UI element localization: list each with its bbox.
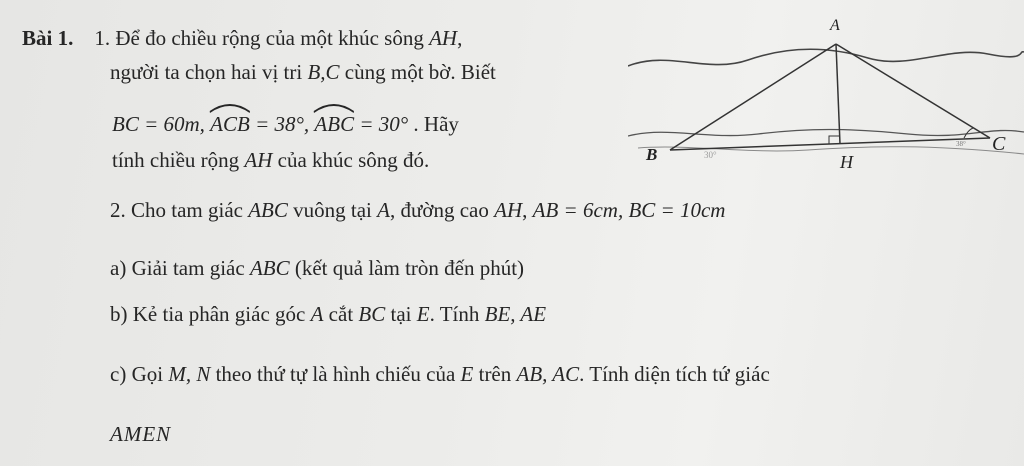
- part2-b-text3: tại: [390, 302, 412, 326]
- arc-icon: [209, 101, 251, 113]
- math-ah: AH: [494, 198, 523, 222]
- part2-c-text4: . Tính diện tích tứ giác: [579, 362, 770, 386]
- arc-icon: [313, 101, 355, 113]
- part1-line1-text: Để đo chiều rộng của một khúc sông: [115, 26, 424, 50]
- angle-b-label: 30°: [704, 150, 717, 160]
- part1-line4: [112, 150, 429, 171]
- part2-a: [110, 258, 524, 279]
- angle-abc: [314, 114, 354, 135]
- label-c: C: [992, 133, 1006, 155]
- comma: ,: [522, 198, 528, 222]
- label-b: B: [646, 145, 658, 164]
- part1-line3: [112, 114, 459, 135]
- part2-intro: 2. Cho tam giác: [110, 198, 243, 222]
- angle-acb-value: = 38°,: [255, 112, 310, 136]
- part2-text2: , đường cao: [389, 198, 489, 222]
- comma: ,: [457, 26, 463, 50]
- part2-c-text: c) Gọi: [110, 362, 164, 386]
- part2-line1: [110, 200, 725, 221]
- right-angle-mark: [829, 136, 839, 144]
- part2-a-note: (kết quả làm tròn đến phút): [294, 256, 525, 280]
- segment-ac: [836, 44, 990, 138]
- exercise-number: Bài 1.: [22, 26, 74, 50]
- math-mn: M, N: [168, 362, 211, 386]
- angle-abc-value: = 30°: [359, 112, 409, 136]
- angle-acb: [210, 114, 250, 135]
- math-ah: AH: [429, 26, 458, 50]
- math-abc: ABC: [249, 256, 290, 280]
- part2-b-text4: . Tính: [429, 302, 480, 326]
- river-diagram: [628, 8, 1024, 188]
- part2-a-text: a) Giải tam giác: [110, 256, 245, 280]
- math-bc: BC: [358, 302, 386, 326]
- angle-abc-label: ABC: [314, 112, 355, 136]
- river-figure: [628, 8, 1024, 188]
- part1-line2: [110, 62, 496, 83]
- part1-line2-end: cùng một bờ. Biết: [344, 60, 496, 84]
- part2-c-text3: trên: [478, 362, 512, 386]
- math-abc: ABC: [248, 198, 288, 222]
- part2-b-text: b) Kẻ tia phân giác góc: [110, 302, 306, 326]
- exercise-header: [22, 28, 462, 49]
- angle-acb-label: ACB: [210, 112, 250, 136]
- math-be-ae: BE, AE: [484, 302, 547, 326]
- math-e: E: [416, 302, 430, 326]
- river-near-bank: [628, 130, 1024, 137]
- label-a: A: [830, 17, 840, 34]
- part1-line3-end: . Hãy: [413, 112, 459, 136]
- river-far-bank: [628, 49, 1024, 66]
- label-h: H: [840, 152, 853, 172]
- part2-c: [110, 364, 770, 385]
- part2-text: vuông tại: [293, 198, 372, 222]
- math-a: A: [377, 198, 390, 222]
- math-amen: AMEN: [110, 422, 172, 446]
- part1-number: 1.: [94, 26, 111, 50]
- angle-c-label: 38°: [956, 140, 966, 148]
- math-a: A: [310, 302, 324, 326]
- math-bc: B,C: [307, 60, 340, 84]
- math-bc-length: BC = 60m,: [112, 112, 205, 136]
- part1-line2-text: người ta chọn hai vị tri: [110, 60, 303, 84]
- part1-line4-end: của khúc sông đó.: [277, 148, 430, 172]
- part2-b: [110, 304, 546, 325]
- part1-line4-text: tính chiều rộng: [112, 148, 240, 172]
- math-ab-ac: AB, AC: [516, 362, 580, 386]
- math-e: E: [460, 362, 474, 386]
- part2-c-text2: theo thứ tự là hình chiếu của: [215, 362, 456, 386]
- river-wave: [638, 147, 1024, 154]
- math-ah: AH: [244, 148, 273, 172]
- part2-b-text2: cắt: [328, 302, 354, 326]
- math-lengths: AB = 6cm, BC = 10cm: [532, 198, 726, 222]
